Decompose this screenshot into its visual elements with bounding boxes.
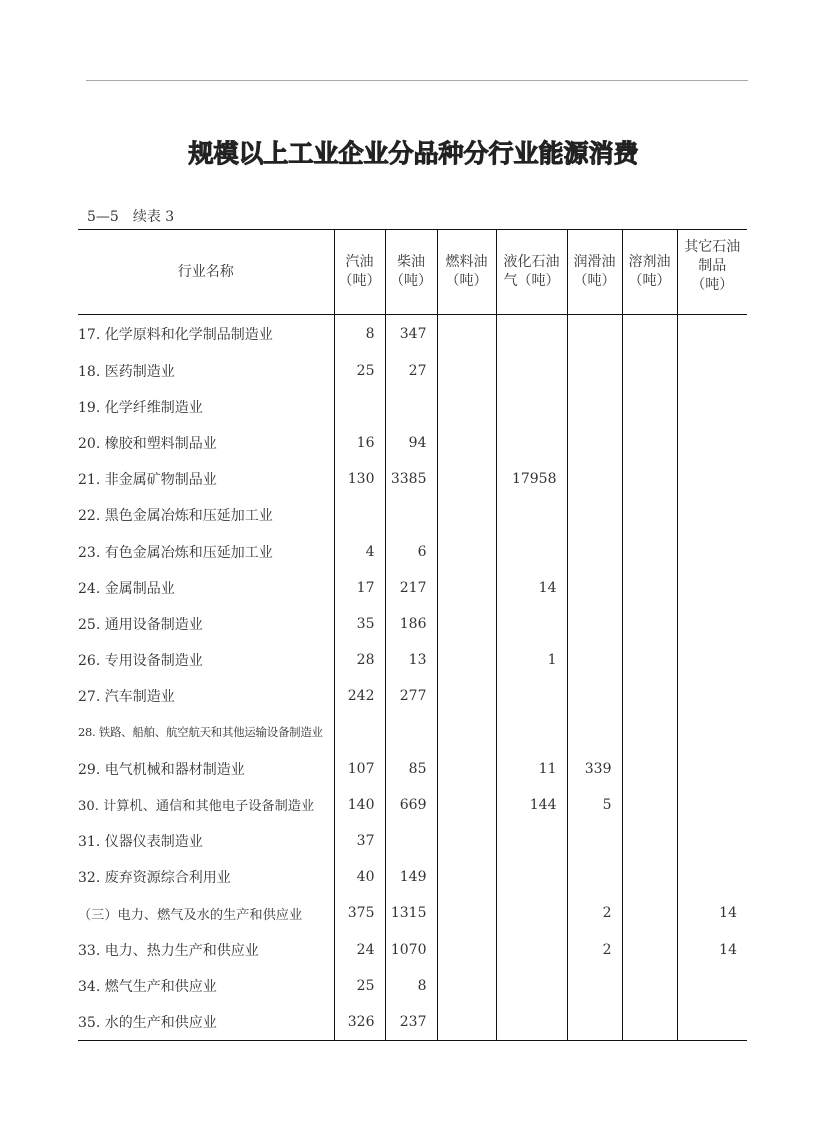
header-fuel-oil [437,230,496,315]
page-title: 规模以上工业企业分品种分行业能源消费 [188,139,639,168]
lubricant-cell [567,315,622,353]
solvent-cell [622,642,677,678]
lpg-cell [496,497,567,533]
gasoline-cell: 24 [334,932,385,968]
solvent-cell [622,1004,677,1041]
table-row [78,968,747,1004]
solvent-cell [622,425,677,461]
lubricant-cell: 339 [567,751,622,787]
diesel-cell: 94 [385,425,437,461]
table-row [78,823,747,859]
lubricant-cell [567,714,622,750]
header-lpg [496,230,567,315]
diesel-cell: 217 [385,570,437,606]
gasoline-cell [334,714,385,750]
table-row [78,461,747,497]
gasoline-cell: 8 [334,315,385,353]
lubricant-cell [567,606,622,642]
fuel-oil-cell [437,751,496,787]
header-label: 行业名称 [177,263,234,280]
diesel-cell: 347 [385,315,437,353]
other-cell [677,787,747,823]
other-cell [677,389,747,425]
lubricant-cell: 5 [567,787,622,823]
diesel-cell [385,714,437,750]
other-cell: 14 [677,895,747,931]
other-cell [677,425,747,461]
gasoline-cell: 4 [334,533,385,569]
other-cell [677,533,747,569]
industry-name-cell: 28. 铁路、船舶、航空航天和其他运输设备制造业 [78,725,323,740]
lpg-cell: 1 [496,642,567,678]
other-cell [677,751,747,787]
other-cell [677,823,747,859]
header-unit: （吨） [628,273,671,289]
table-row [78,315,747,353]
gasoline-cell: 16 [334,425,385,461]
table-row [78,678,747,714]
top-rule [86,80,748,81]
header-lubricant [567,230,622,315]
table-row [78,570,747,606]
lpg-cell: 17958 [496,461,567,497]
table-row [78,389,747,425]
diesel-cell: 1070 [385,932,437,968]
gasoline-cell: 40 [334,859,385,895]
other-cell [677,570,747,606]
lpg-cell: 11 [496,751,567,787]
header-line: 制品 [698,258,727,274]
other-cell [677,859,747,895]
solvent-cell [622,389,677,425]
gasoline-cell [334,497,385,533]
fuel-oil-cell [437,461,496,497]
industry-name-cell: 18. 医药制造业 [78,363,175,380]
fuel-oil-cell [437,606,496,642]
fuel-oil-cell [437,823,496,859]
solvent-cell [622,895,677,931]
diesel-cell: 186 [385,606,437,642]
lubricant-cell [567,497,622,533]
other-cell [677,315,747,353]
gasoline-cell: 375 [334,895,385,931]
gasoline-cell [334,389,385,425]
industry-name-cell: 29. 电气机械和器材制造业 [78,761,245,778]
industry-name-cell: 35. 水的生产和供应业 [78,1004,334,1041]
lpg-cell [496,533,567,569]
header-line: 汽油 [345,254,374,270]
lubricant-cell [567,461,622,497]
diesel-cell: 149 [385,859,437,895]
table-row [78,533,747,569]
header-unit: （吨） [338,273,381,289]
industry-name-cell: 23. 有色金属冶炼和压延加工业 [78,544,273,561]
lpg-cell [496,714,567,750]
fuel-oil-cell [437,389,496,425]
table-row [78,497,747,533]
diesel-cell: 13 [385,642,437,678]
diesel-cell: 27 [385,353,437,389]
gasoline-cell: 140 [334,787,385,823]
industry-name-cell: 24. 金属制品业 [78,580,175,597]
lubricant-cell [567,968,622,1004]
gasoline-cell: 326 [334,1004,385,1041]
table-subtitle: 5—5 续表 3 [87,209,175,225]
table-row [78,932,747,968]
lubricant-cell [567,678,622,714]
fuel-oil-cell [437,533,496,569]
diesel-cell [385,497,437,533]
header-line: 燃料油 [445,254,488,270]
solvent-cell [622,606,677,642]
header-line: 液化石油 [503,254,560,270]
other-cell [677,606,747,642]
gasoline-cell: 35 [334,606,385,642]
lubricant-cell [567,642,622,678]
gasoline-cell: 242 [334,678,385,714]
table-row [78,606,747,642]
other-cell [677,678,747,714]
gasoline-cell: 25 [334,353,385,389]
header-solvent [622,230,677,315]
lpg-cell [496,1004,567,1041]
header-gasoline [334,230,385,315]
lpg-cell [496,606,567,642]
solvent-cell [622,823,677,859]
gasoline-cell: 28 [334,642,385,678]
table-row [78,714,747,750]
solvent-cell [622,932,677,968]
industry-name-cell: 26. 专用设备制造业 [78,653,203,670]
other-cell [677,1004,747,1041]
table-body [78,315,747,1041]
header-row [78,230,747,315]
table-row [78,787,747,823]
table-row [78,859,747,895]
header-unit: （吨） [573,273,616,289]
gasoline-cell: 17 [334,570,385,606]
table-row [78,353,747,389]
lubricant-cell [567,353,622,389]
header-line: 润滑油 [573,254,616,270]
header-unit: （吨） [390,273,432,289]
gasoline-cell: 25 [334,968,385,1004]
lubricant-cell: 2 [567,932,622,968]
solvent-cell [622,353,677,389]
other-cell [677,714,747,750]
industry-name-cell: 25. 通用设备制造业 [78,616,203,633]
solvent-cell [622,497,677,533]
other-cell [677,642,747,678]
other-cell [677,968,747,1004]
lpg-cell [496,315,567,353]
lpg-cell [496,932,567,968]
industry-name-cell: 20. 橡胶和塑料制品业 [78,435,217,452]
industry-name-cell: 17. 化学原料和化学制品制造业 [78,326,273,343]
fuel-oil-cell [437,570,496,606]
solvent-cell [622,315,677,353]
solvent-cell [622,570,677,606]
other-cell [677,461,747,497]
solvent-cell [622,461,677,497]
fuel-oil-cell [437,1004,496,1041]
diesel-cell: 1315 [385,895,437,931]
header-line: 柴油 [397,254,425,270]
fuel-oil-cell [437,315,496,353]
lpg-cell [496,968,567,1004]
fuel-oil-cell [437,787,496,823]
header-unit: （吨） [445,273,488,289]
industry-name-cell: 34. 燃气生产和供应业 [78,978,217,995]
lpg-cell [496,389,567,425]
diesel-cell: 85 [385,751,437,787]
header-other-petroleum [677,230,747,315]
gasoline-cell: 130 [334,461,385,497]
fuel-oil-cell [437,497,496,533]
other-cell [677,497,747,533]
lubricant-cell [567,859,622,895]
industry-name-cell: 22. 黑色金属冶炼和压延加工业 [78,508,273,525]
lpg-cell [496,823,567,859]
lpg-cell [496,678,567,714]
header-line: 其它石油 [684,239,741,255]
header-industry-name [78,230,334,315]
industry-name-cell: 30. 计算机、通信和其他电子设备制造业 [78,799,315,815]
industry-name-cell: 19. 化学纤维制造业 [78,399,203,416]
fuel-oil-cell [437,642,496,678]
industry-name-cell: 27. 汽车制造业 [78,689,175,706]
solvent-cell [622,968,677,1004]
table-row [78,751,747,787]
fuel-oil-cell [437,714,496,750]
industry-name-cell: 32. 废弃资源综合利用业 [78,870,231,887]
header-diesel [385,230,437,315]
energy-consumption-table [78,229,747,1041]
solvent-cell [622,787,677,823]
diesel-cell: 6 [385,533,437,569]
header-unit: （吨） [691,277,734,293]
lubricant-cell: 2 [567,895,622,931]
industry-name-cell: 21. 非金属矿物制品业 [78,472,217,489]
diesel-cell: 277 [385,678,437,714]
lpg-cell [496,859,567,895]
lpg-cell [496,895,567,931]
diesel-cell: 3385 [385,461,437,497]
solvent-cell [622,751,677,787]
header-line: 溶剂油 [628,254,671,270]
table-row [78,895,747,931]
fuel-oil-cell [437,895,496,931]
solvent-cell [622,714,677,750]
diesel-cell [385,389,437,425]
fuel-oil-cell [437,859,496,895]
header-unit: 气（吨） [503,273,560,289]
solvent-cell [622,533,677,569]
industry-name-cell: （三）电力、燃气及水的生产和供应业 [78,907,303,923]
lubricant-cell [567,425,622,461]
fuel-oil-cell [437,425,496,461]
table-row [78,642,747,678]
table-row [78,1004,747,1041]
lubricant-cell [567,823,622,859]
diesel-cell [385,823,437,859]
diesel-cell: 8 [385,968,437,1004]
fuel-oil-cell [437,678,496,714]
fuel-oil-cell [437,932,496,968]
fuel-oil-cell [437,968,496,1004]
table-row [78,425,747,461]
solvent-cell [622,678,677,714]
lubricant-cell [567,389,622,425]
lpg-cell: 144 [496,787,567,823]
gasoline-cell: 37 [334,823,385,859]
lpg-cell [496,425,567,461]
fuel-oil-cell [437,353,496,389]
lubricant-cell [567,570,622,606]
lpg-cell [496,353,567,389]
lubricant-cell [567,1004,622,1041]
industry-name-cell: 31. 仪器仪表制造业 [78,834,203,851]
other-cell: 14 [677,932,747,968]
other-cell [677,353,747,389]
solvent-cell [622,859,677,895]
diesel-cell: 669 [385,787,437,823]
lubricant-cell [567,533,622,569]
lpg-cell: 14 [496,570,567,606]
gasoline-cell: 107 [334,751,385,787]
diesel-cell: 237 [385,1004,437,1041]
industry-name-cell: 33. 电力、热力生产和供应业 [78,942,259,959]
